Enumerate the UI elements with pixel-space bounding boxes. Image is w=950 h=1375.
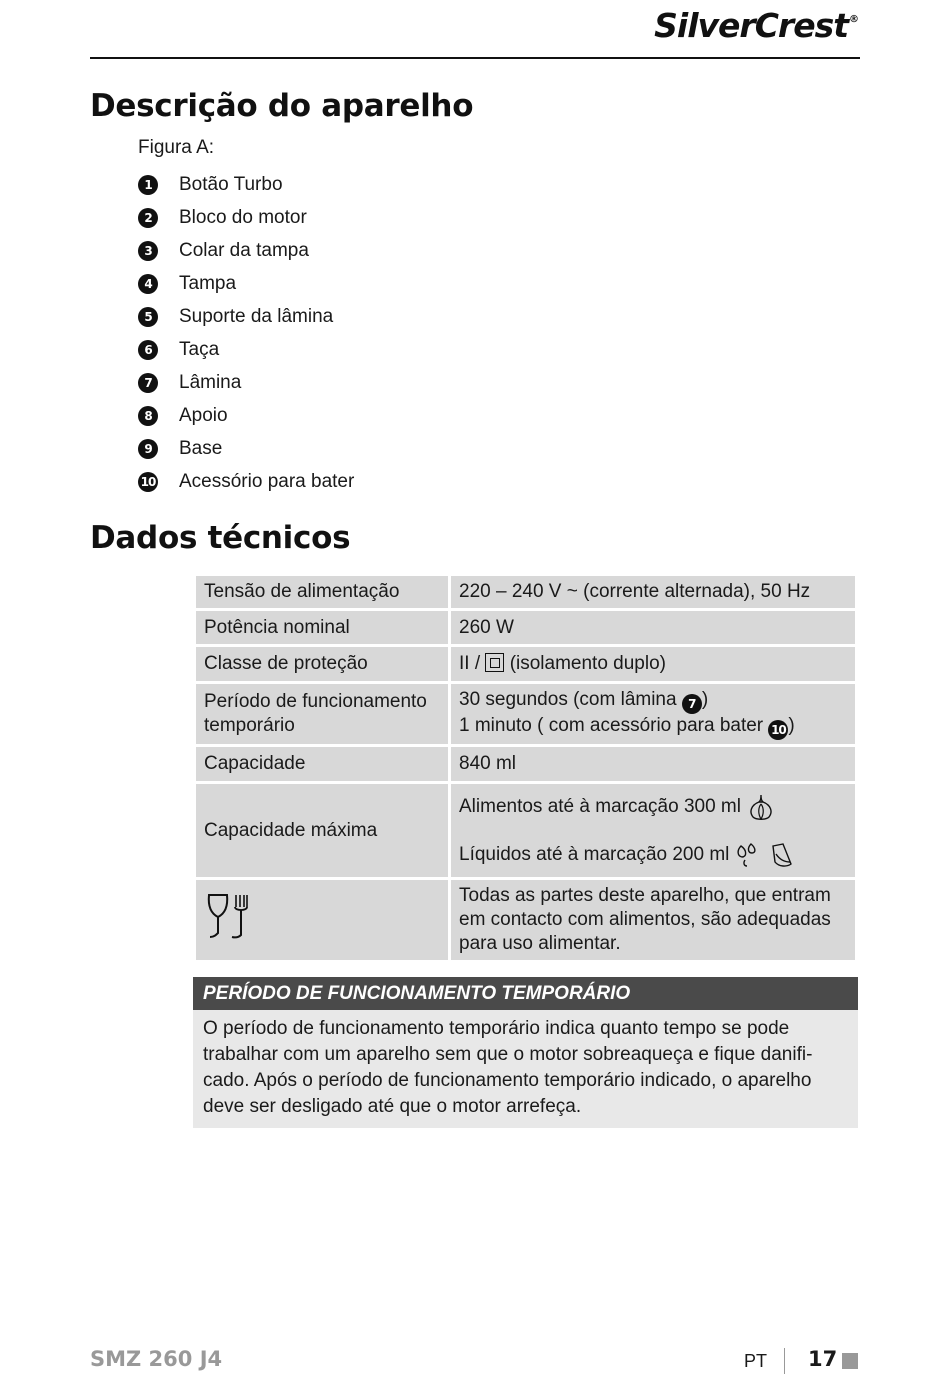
notice-body: O período de funcionamento temporário indica quanto tempo se pode trabalhar com um aparelho sem que o motor sobreaqueça e fique danifi-cado. Após o período de funcionamento temporário indicado, o aparelho deve ser desligado até que o motor arrefeça. <box>203 1018 813 1117</box>
liquid-drops-icon <box>735 840 797 870</box>
specs-table <box>193 573 858 963</box>
table-row <box>195 610 857 646</box>
footer-separator <box>784 1348 785 1374</box>
part-number-badge: 7 <box>682 694 702 714</box>
spec-label: Tensão de alimentação <box>195 575 450 610</box>
table-row <box>195 746 857 783</box>
list-item <box>138 333 354 366</box>
part-number-badge: 2 <box>138 208 158 228</box>
food-safe-cell <box>195 879 450 962</box>
parts-list <box>138 168 354 498</box>
part-label: Base <box>179 437 223 459</box>
table-row <box>195 879 857 962</box>
double-insulation-icon <box>485 653 504 672</box>
list-item <box>138 267 354 300</box>
list-item <box>138 168 354 201</box>
part-number-badge: 3 <box>138 241 158 261</box>
close-paren: ) <box>701 689 709 710</box>
part-label: Suporte da lâmina <box>179 305 334 327</box>
part-number-badge: 6 <box>138 340 158 360</box>
spec-label: Potência nominal <box>195 610 450 646</box>
part-number-badge: 4 <box>138 274 158 294</box>
part-number-badge: 10 <box>138 472 158 492</box>
part-number-badge: 5 <box>138 307 158 327</box>
spec-value <box>450 646 857 683</box>
spec-label: Período de funcionamento temporário <box>195 683 450 746</box>
list-item <box>138 399 354 432</box>
footer-model: SMZ 260 J4 <box>90 1347 223 1371</box>
period-line2: 1 minuto ( com acessório para bater <box>459 715 764 736</box>
part-label: Bloco do motor <box>179 206 307 228</box>
part-number-badge: 7 <box>138 373 158 393</box>
spec-value <box>450 683 857 746</box>
list-item <box>138 300 354 333</box>
class-suffix: (isolamento duplo) <box>509 653 666 674</box>
spec-value: 220 – 240 V ~ (corrente alternada), 50 Hz <box>450 575 857 610</box>
list-item <box>138 465 354 498</box>
spec-label: Capacidade máxima <box>195 783 450 879</box>
table-row <box>195 646 857 683</box>
notice-title: PERÍODO DE FUNCIONAMENTO TEMPORÁRIO <box>193 977 858 1010</box>
notice-box <box>193 977 858 1128</box>
max-liquid-text: Líquidos até à marcação 200 ml <box>459 843 730 865</box>
max-food-text: Alimentos até à marcação 300 ml <box>459 795 741 817</box>
footer-marker <box>842 1353 858 1369</box>
header-rule <box>90 57 860 59</box>
brand-logo: SilverCrest® <box>654 6 858 45</box>
footer-language: PT <box>744 1351 768 1371</box>
spec-value: 260 W <box>450 610 857 646</box>
spec-value: Todas as partes deste aparelho, que entram em contacto com alimentos, são adequadas para uso alimentar. <box>450 879 857 962</box>
part-label: Taça <box>179 338 220 360</box>
section-title-tech-data: Dados técnicos <box>90 520 351 556</box>
part-number-badge: 9 <box>138 439 158 459</box>
part-label: Lâmina <box>179 371 242 393</box>
figure-label: Figura A: <box>138 137 215 158</box>
table-row <box>195 575 857 610</box>
list-item <box>138 234 354 267</box>
part-number-badge: 10 <box>768 720 788 740</box>
part-label: Acessório para bater <box>179 470 355 492</box>
spec-label: Classe de proteção <box>195 646 450 683</box>
close-paren: ) <box>788 715 795 736</box>
part-label: Colar da tampa <box>179 239 309 261</box>
part-label: Tampa <box>179 272 237 294</box>
part-label: Apoio <box>179 404 228 426</box>
period-line1: 30 segundos (com lâmina <box>459 689 677 710</box>
class-prefix: II / <box>459 653 481 674</box>
section-title-description: Descrição do aparelho <box>90 88 474 124</box>
part-number-badge: 8 <box>138 406 158 426</box>
table-row <box>195 683 857 746</box>
page-number: 17 <box>808 1347 838 1371</box>
list-item <box>138 366 354 399</box>
part-label: Botão Turbo <box>179 173 283 195</box>
list-item <box>138 432 354 465</box>
food-safe-glass-fork-icon <box>204 891 252 943</box>
table-row <box>195 783 857 879</box>
spec-value <box>450 783 857 879</box>
spec-value: 840 ml <box>450 746 857 783</box>
garlic-icon <box>747 792 775 822</box>
spec-label: Capacidade <box>195 746 450 783</box>
part-number-badge: 1 <box>138 175 158 195</box>
list-item <box>138 201 354 234</box>
